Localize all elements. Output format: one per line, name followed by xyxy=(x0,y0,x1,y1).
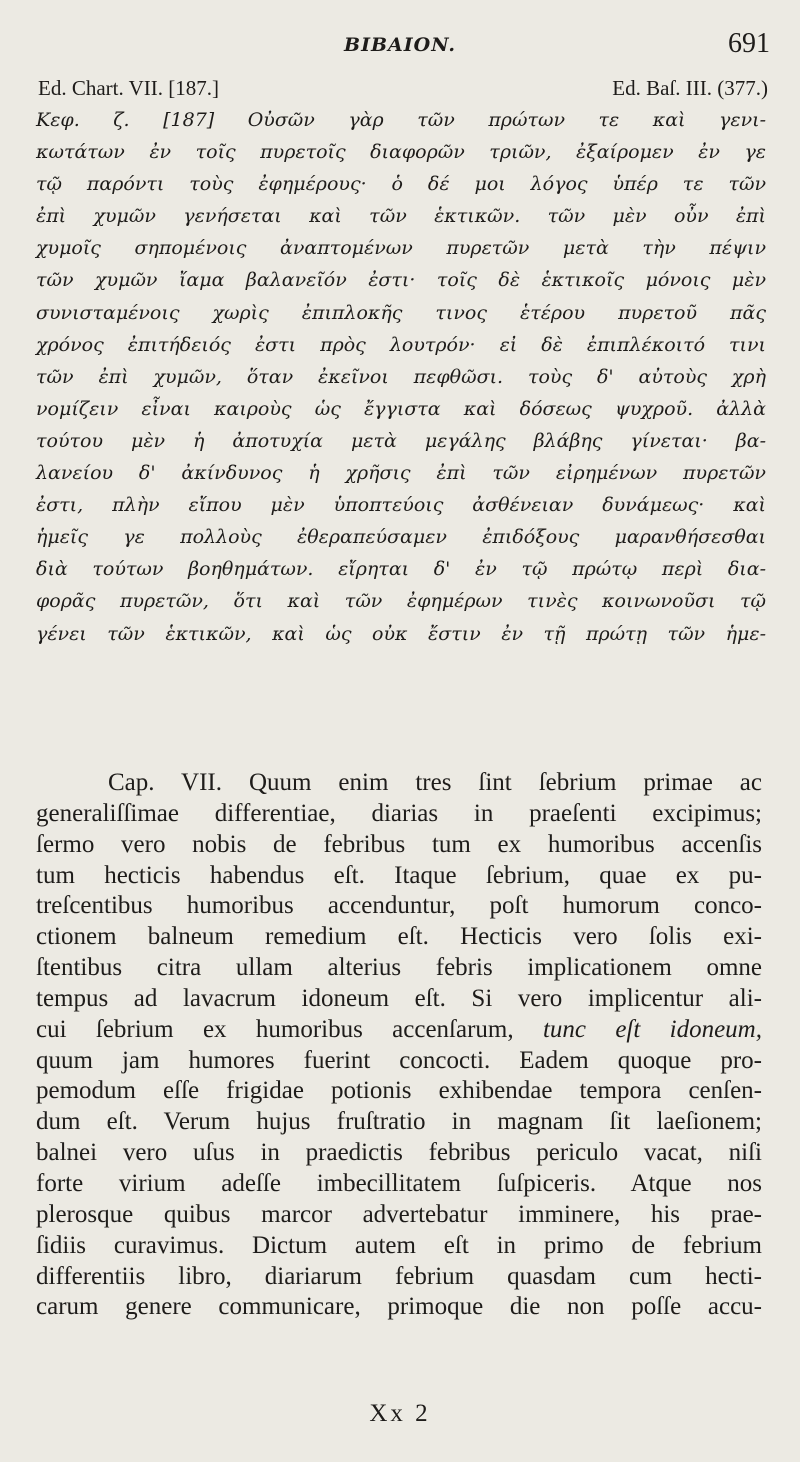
greek-text-column xyxy=(36,104,766,650)
latin-line-text: differentiis libro, diariarum febrium quasdam cum hecti- xyxy=(36,1262,762,1290)
latin-line xyxy=(36,861,762,892)
latin-line-text: dum eſt. Verum hujus fruſtratio in magnam ſit laeſionem; xyxy=(36,1108,762,1136)
greek-line: τούτου μὲν ἡ ἀποτυχία μετὰ μεγάλης βλάβης γίνεται· βα- xyxy=(36,429,766,452)
greek-line: συνισταμένοις χωρὶς ἐπιπλοκῆς τινος ἑτέρου πυρετοῦ πᾶς xyxy=(36,301,766,324)
latin-line xyxy=(36,984,762,1015)
latin-line xyxy=(36,1169,762,1200)
latin-line-text: ctionem balneum remedium eſt. Hecticis vero ſolis exi- xyxy=(36,923,762,951)
latin-line-text: quum jam humores fuerint concocti. Eadem quoque pro- xyxy=(36,1046,762,1074)
latin-line-italic-text: tunc eſt idoneum, xyxy=(542,1015,762,1043)
latin-line xyxy=(36,1292,762,1323)
latin-line xyxy=(36,1015,762,1046)
latin-line-text: treſcentibus humoribus accenduntur, poſt humorum conco- xyxy=(36,892,762,920)
latin-line-text: pemodum eſſe frigidae potionis exhibendae tempora cenſen- xyxy=(36,1077,762,1105)
latin-line xyxy=(36,1046,762,1077)
latin-text-column xyxy=(36,768,762,1323)
latin-line-text: balnei vero uſus in praedictis febribus periculo vacat, niſi xyxy=(36,1139,762,1167)
latin-line-text: ſtentibus citra ullam alterius febris implicationem omne xyxy=(36,954,762,982)
greek-line: χρόνος ἐπιτήδειός ἐστι πρὸς λουτρόν· εἰ δὲ ἐπιπλέκοιτό τινι xyxy=(36,333,766,356)
running-title: BIBAION. xyxy=(344,34,456,56)
latin-line xyxy=(36,953,762,984)
latin-line xyxy=(36,1200,762,1231)
latin-line xyxy=(36,922,762,953)
latin-line-text: ſidiis curavimus. Dictum autem eſt in primo de febrium xyxy=(36,1231,762,1259)
latin-line-text: tempus ad lavacrum idoneum eſt. Si vero implicentur ali- xyxy=(36,984,762,1012)
greek-line: τῶν χυμῶν ἴαμα βαλανεῖόν ἐστι· τοῖς δὲ ἑκτικοῖς μόνοις μὲν xyxy=(36,269,766,292)
greek-line: ἐπὶ χυμῶν γενήσεται καὶ τῶν ἑκτικῶν. τῶν μὲν οὖν ἐπὶ xyxy=(36,205,766,228)
greek-line: λανείου δ' ἀκίνδυνος ἡ χρῆσις ἐπὶ τῶν εἰρημένων πυρετῶν xyxy=(36,462,766,485)
greek-line: τῶν ἐπὶ χυμῶν, ὅταν ἐκεῖνοι πεφθῶσι. τοὺς δ' αὐτοὺς χρὴ xyxy=(36,365,766,388)
edition-reference-basel: Ed. Baſ. III. (377.) xyxy=(612,76,768,100)
greek-line: ἐστι, πλὴν εἴπου μὲν ὑποπτεύοις ἀσθένειαν δυνάμεως· καὶ xyxy=(36,494,766,517)
greek-line: ἡμεῖς γε πολλοὺς ἐθεραπεύσαμεν ἐπιδόξους μαρανθήσεσθαι xyxy=(36,526,766,549)
latin-line-text: plerosque quibus marcor advertebatur imminere, his prae- xyxy=(36,1200,762,1228)
greek-line: κωτάτων ἐν τοῖς πυρετοῖς διαφορῶν τριῶν, ἐξαίρομεν ἐν γε xyxy=(36,141,766,164)
greek-line: χυμοῖς σηπομένοις ἀναπτομένων πυρετῶν μετὰ τὴν πέψιν xyxy=(36,237,766,260)
latin-line-text: Cap. VII. Quum enim tres ſint ſebrium primae ac xyxy=(108,769,762,796)
latin-line-text: tum hecticis habendus eſt. Itaque ſebrium, quae ex pu- xyxy=(36,861,762,889)
latin-line xyxy=(36,1138,762,1169)
latin-line xyxy=(36,1231,762,1262)
greek-line: διὰ τούτων βοηθημάτων. εἴρηται δ' ἐν τῷ πρώτῳ περὶ δια- xyxy=(36,558,766,581)
edition-reference-chartier: Ed. Chart. VII. [187.] xyxy=(38,76,219,100)
greek-line: φορᾶς πυρετῶν, ὅτι καὶ τῶν ἐφημέρων τινὲς κοινωνοῦσι τῷ xyxy=(36,590,766,613)
latin-line xyxy=(36,1107,762,1138)
greek-line: Κεφ. ζ. [187] Οὐσῶν γὰρ τῶν πρώτων τε καὶ γενι- xyxy=(36,109,766,131)
greek-line: νομίζειν εἶναι καιροὺς ὡς ἔγγιστα καὶ δόσεως ψυχροῦ. ἀλλὰ xyxy=(36,397,766,420)
signature-mark: Xx 2 xyxy=(369,1400,431,1427)
latin-line xyxy=(36,891,762,922)
latin-line-text: ſermo vero nobis de febribus tum ex humoribus accenſis xyxy=(36,830,762,858)
greek-line: γένει τῶν ἑκτικῶν, καὶ ὡς οὐκ ἔστιν ἐν τῇ πρώτῃ τῶν ἡμε- xyxy=(36,622,766,645)
latin-line xyxy=(36,768,762,799)
latin-line-text: generaliſſimae differentiae, diarias in praeſenti excipimus; xyxy=(36,799,762,827)
page-number: 691 xyxy=(728,28,770,59)
greek-line: τῷ παρόντι τοὺς ἐφημέρους· ὁ δέ μοι λόγος ὑπέρ τε τῶν xyxy=(36,173,766,196)
latin-line xyxy=(36,830,762,861)
latin-line-text: forte virium adeſſe imbecillitatem ſuſpiceris. Atque nos xyxy=(36,1169,762,1197)
latin-line xyxy=(36,1262,762,1293)
latin-line-text: cui ſebrium ex humoribus accenſarum, xyxy=(36,1015,543,1043)
latin-line xyxy=(36,1076,762,1107)
latin-line-text: carum genere communicare, primoque die non poſſe accu- xyxy=(36,1293,762,1321)
latin-line xyxy=(36,799,762,830)
